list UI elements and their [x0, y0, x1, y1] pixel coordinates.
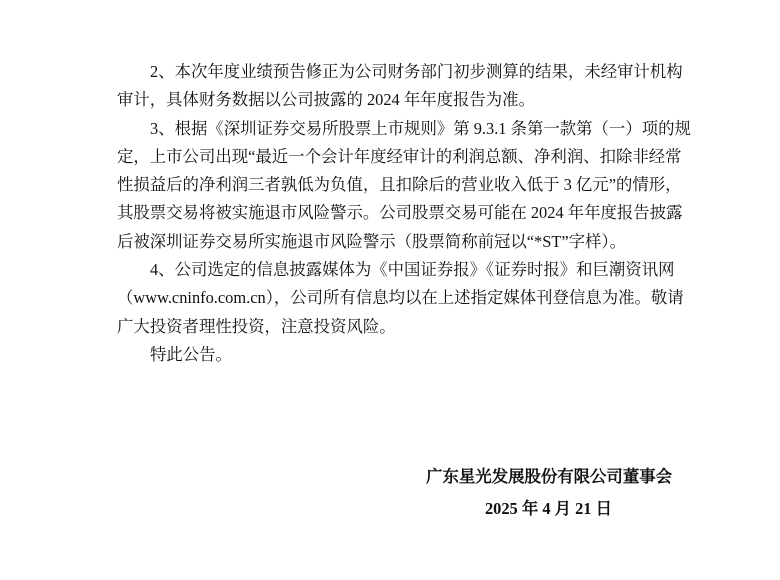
paragraph-4 [117, 256, 684, 341]
text-line: 3、根据《深圳证券交易所股票上市规则》第 9.3.1 条第一款第（一）项的规 [150, 118, 691, 138]
paragraph-3 [117, 115, 691, 256]
text-line: 广大投资者理性投资，注意投资风险。 [117, 316, 396, 336]
text-line: 2、本次年度业绩预告修正为公司财务部门初步测算的结果，未经审计机构 [150, 62, 683, 81]
text-line: 审计，具体财务数据以公司披露的 2024 年年度报告为准。 [117, 90, 535, 110]
signature-date: 2025 年 4 月 21 日 [484, 499, 612, 518]
paragraph-2 [117, 58, 683, 115]
text-line: 定，上市公司出现“最近一个会计年度经审计的利润总额、净利润、扣除非经常 [117, 146, 682, 166]
text-line: 其股票交易将被实施退市风险警示。公司股票交易可能在 2024 年年度报告披露 [117, 203, 683, 223]
signature-company: 广东星光发展股份有限公司董事会 [426, 467, 672, 486]
text-line: 后被深圳证券交易所实施退市风险警示（股票简称前冠以“*ST”字样）。 [117, 231, 626, 251]
text-line: （www.cninfo.com.cn），公司所有信息均以在上述指定媒体刊登信息为准。敬请 [117, 288, 684, 308]
announcement-body [117, 58, 691, 369]
text-line: 4、公司选定的信息披露媒体为《中国证券报》《证券时报》和巨潮资讯网 [150, 260, 675, 280]
text-line: 特此公告。 [150, 344, 232, 364]
closing-paragraph [117, 341, 673, 369]
text-line: 性损益后的净利润三者孰低为负值，且扣除后的营业收入低于 3 亿元”的情形， [117, 175, 682, 195]
